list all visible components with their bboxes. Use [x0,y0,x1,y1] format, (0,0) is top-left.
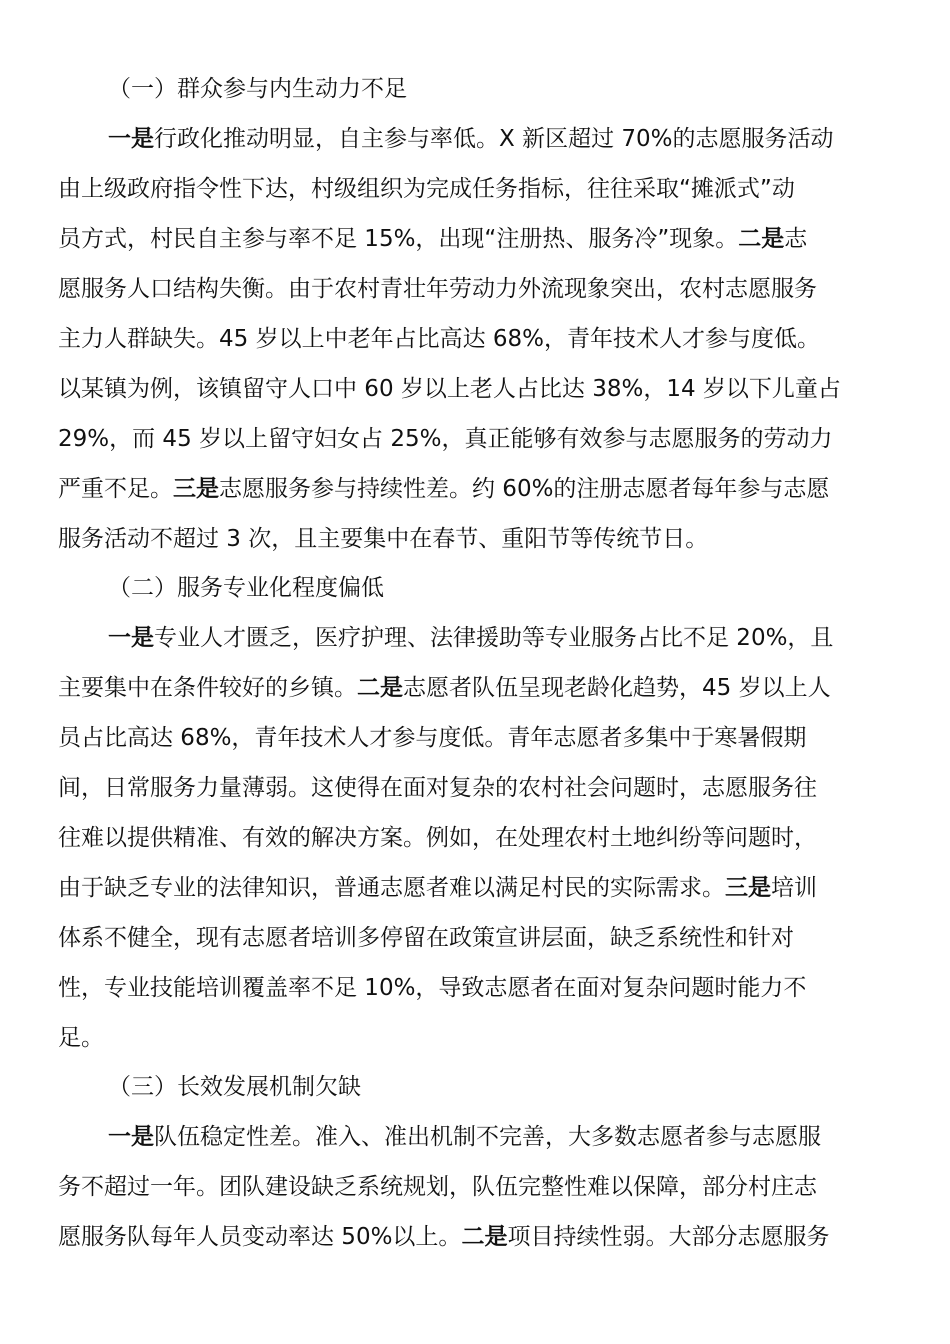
paragraph-line: 体系不健全，现有志愿者培训多停留在政策宣讲层面，缺乏系统性和针对 [58,925,794,951]
paragraph-line: 员方式，村民自主参与率不足 15%，出现“注册热、服务冷”现象。二是志 [58,226,808,252]
paragraph-line: 29%，而 45 岁以上留守妇女占 25%，真正能够有效参与志愿服务的劳动力 [58,426,833,452]
bold-marker: 二是 [357,675,403,701]
paragraph-line: 员占比高达 68%，青年技术人才参与度低。青年志愿者多集中于寒暑假期 [58,725,807,751]
paragraph-line: 主力人群缺失。45 岁以上中老年占比高达 68%，青年技术人才参与度低。 [58,326,821,352]
bold-marker: 二是 [461,1224,508,1250]
paragraph-line: 由上级政府指令性下达，村级组织为完成任务指标，往往采取“摊派式”动 [58,176,795,202]
paragraph-line: 性，专业技能培训覆盖率不足 10%，导致志愿者在面对复杂问题时能力不 [58,975,807,1001]
paragraph-line: 往难以提供精准、有效的解决方案。例如，在处理农村土地纠纷等问题时， [58,825,817,851]
paragraph-line: 务不超过一年。团队建设缺乏系统规划，队伍完整性难以保障，部分村庄志 [58,1174,817,1200]
bold-marker: 一是 [108,126,154,152]
bold-marker: 一是 [108,625,154,651]
paragraph-line: 一是行政化推动明显，自主参与率低。X 新区超过 70%的志愿服务活动 [108,126,834,152]
bold-marker: 二是 [738,226,785,252]
bold-marker: 三是 [725,875,771,901]
paragraph-line: 服务活动不超过 3 次，且主要集中在春节、重阳节等传统节日。 [58,526,709,552]
paragraph-line: 足。 [58,1025,104,1051]
paragraph-line: 由于缺乏专业的法律知识，普通志愿者难以满足村民的实际需求。三是培训 [58,875,817,901]
paragraph-line: 严重不足。三是志愿服务参与持续性差。约 60%的注册志愿者每年参与志愿 [58,476,830,502]
paragraph-line: 间，日常服务力量薄弱。这使得在面对复杂的农村社会问题时，志愿服务往 [58,775,817,801]
section-heading-1: （一）群众参与内生动力不足 [108,76,407,102]
paragraph-line: 主要集中在条件较好的乡镇。二是志愿者队伍呈现老龄化趋势，45 岁以上人 [58,675,831,701]
paragraph-line: 一是专业人才匮乏，医疗护理、法律援助等专业服务占比不足 20%，且 [108,625,834,651]
section-heading-2: （二）服务专业化程度偏低 [108,575,384,601]
paragraph-line: 一是队伍稳定性差。准入、准出机制不完善，大多数志愿者参与志愿服 [108,1124,821,1150]
bold-marker: 三是 [173,476,219,502]
bold-marker: 一是 [108,1124,154,1150]
paragraph-line: 愿服务队每年人员变动率达 50%以上。二是项目持续性弱。大部分志愿服务 [58,1224,830,1250]
section-heading-3: （三）长效发展机制欠缺 [108,1074,361,1100]
paragraph-line: 愿服务人口结构失衡。由于农村青壮年劳动力外流现象突出，农村志愿服务 [58,276,817,302]
paragraph-line: 以某镇为例，该镇留守人口中 60 岁以上老人占比达 38%，14 岁以下儿童占 [58,376,841,402]
